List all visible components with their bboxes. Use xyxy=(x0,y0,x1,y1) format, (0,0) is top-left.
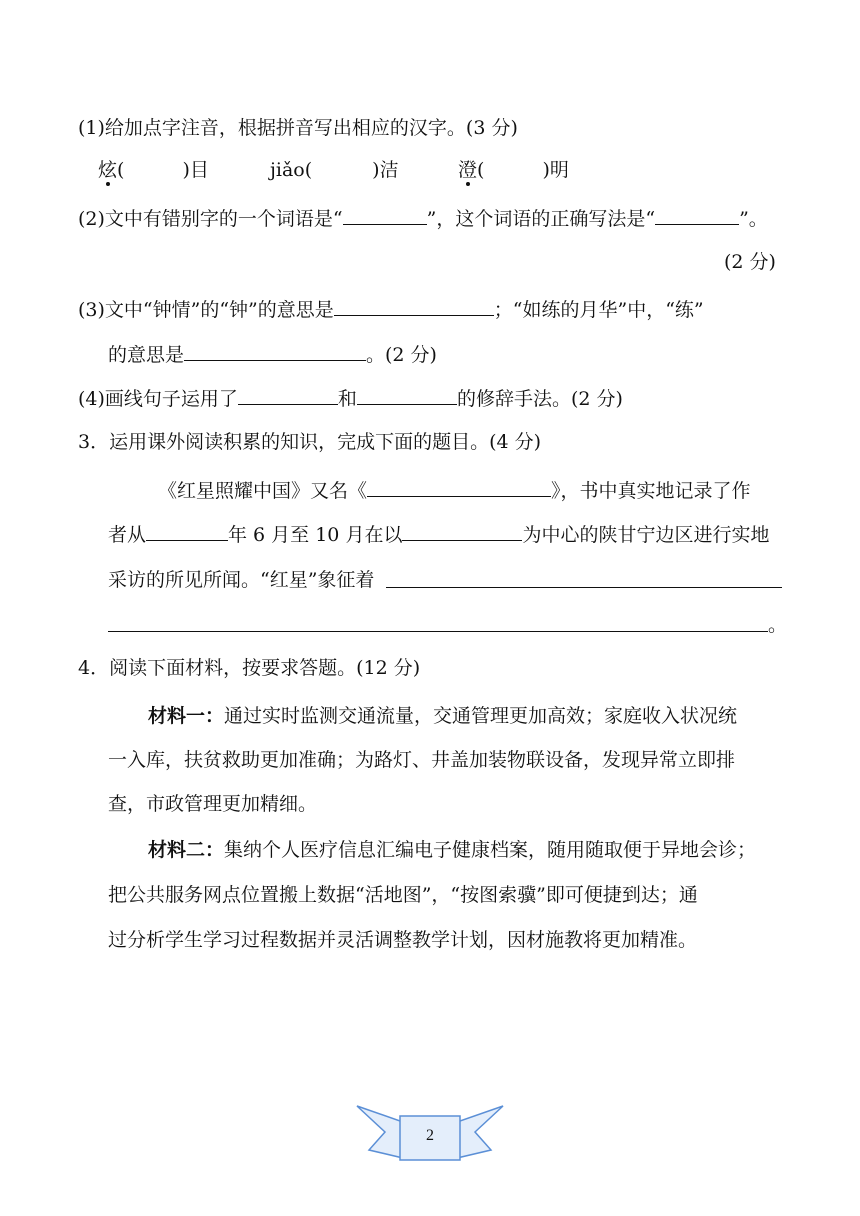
dotted-char: 炫 xyxy=(98,159,118,181)
q2-sub1-item3 xyxy=(458,158,569,182)
material1-text: 通过实时监测交通流量，交通管理更加高效；家庭收入状况统 xyxy=(224,705,738,727)
open-paren: ( xyxy=(117,159,125,181)
close-paren: ) xyxy=(182,159,190,181)
material2-label: 材料二： xyxy=(148,839,225,861)
q3-line3 xyxy=(108,568,374,592)
q3-line4-end: 。 xyxy=(768,614,788,636)
material2-line2: 把公共服务网点位置搬上数据“活地图”，“按图索骥”即可便捷到达；通 xyxy=(108,884,698,906)
q2-sub2-score: (2 分) xyxy=(724,251,776,273)
q3-text: 为中心的陕甘宁边区进行实地 xyxy=(522,524,770,546)
q3-text: 年 6 月至 10 月在以 xyxy=(228,524,403,546)
close-paren: ) xyxy=(542,159,550,181)
answer-blank[interactable] xyxy=(655,206,739,225)
material2-line3: 过分析学生学习过程数据并灵活调整教学计划，因材施教将更加精准。 xyxy=(108,929,698,951)
q2-sub2-text: (2)文中有错别字的一个词语是“ xyxy=(78,208,343,230)
answer-blank[interactable] xyxy=(238,386,338,405)
answer-blank[interactable] xyxy=(108,613,768,632)
q2-sub1-prompt: (1)给加点字注音，根据拼音写出相应的汉字。(3 分) xyxy=(78,117,518,139)
material2-text: 集纳个人医疗信息汇编电子健康档案，随用随取便于异地会诊； xyxy=(224,839,757,861)
material2-line1 xyxy=(148,838,756,862)
q2-sub3-cont xyxy=(108,342,437,367)
q3-text: 》，书中真实地记录了作 xyxy=(551,480,751,502)
q3-text: 采访的所见所闻。“红星”象征着 xyxy=(108,569,375,591)
q2-sub4-text: 和 xyxy=(337,388,357,410)
q2-sub4-text: 的修辞手法。(2 分) xyxy=(456,388,623,410)
q3-text: 《红星照耀中国》又名《 xyxy=(158,480,368,502)
material1-line1 xyxy=(148,704,737,728)
q4-heading: 4．阅读下面材料，按要求答题。(12 分) xyxy=(78,657,421,679)
answer-blank[interactable] xyxy=(146,522,228,541)
answer-blank[interactable] xyxy=(386,569,782,588)
q2-sub2 xyxy=(78,206,768,231)
answer-blank[interactable] xyxy=(334,297,494,316)
answer-blank[interactable] xyxy=(367,478,551,497)
material1-line3: 查，市政管理更加精细。 xyxy=(108,793,318,815)
open-paren: ( xyxy=(477,159,485,181)
q2-sub3-text: (3)文中“钟情”的“钟”的意思是 xyxy=(78,299,334,321)
answer-blank[interactable] xyxy=(343,206,427,225)
q2-sub2-text: ”。 xyxy=(739,208,768,230)
word-rest: 目 xyxy=(189,159,209,181)
q2-sub2-text: ”，这个词语的正确写法是“ xyxy=(426,208,656,230)
q3-heading: 3．运用课外阅读积累的知识，完成下面的题目。(4 分) xyxy=(78,431,542,453)
material1-line2: 一入库，扶贫救助更加准确；为路灯、井盖加装物联设备，发现异常立即排 xyxy=(108,749,736,771)
q3-line1 xyxy=(158,478,751,503)
answer-blank[interactable] xyxy=(357,386,457,405)
material1-label: 材料一： xyxy=(148,705,225,727)
q2-sub4-text: (4)画线句子运用了 xyxy=(78,388,238,410)
word-rest: 洁 xyxy=(379,159,399,181)
q2-sub3-text: 的意思是 xyxy=(108,344,185,366)
answer-blank[interactable] xyxy=(402,522,522,541)
q2-sub1-item1 xyxy=(98,158,209,182)
dotted-char: 澄 xyxy=(458,159,478,181)
pinyin: jiǎo xyxy=(270,159,305,181)
q3-text: 者从 xyxy=(108,524,147,546)
page-number: 2 xyxy=(426,1127,434,1144)
q2-sub3-text: ；“如练的月华”中，“练” xyxy=(493,299,704,321)
word-rest: 明 xyxy=(549,159,569,181)
answer-blank[interactable] xyxy=(184,342,366,361)
q2-sub3 xyxy=(78,297,704,322)
q3-line2 xyxy=(108,522,769,547)
open-paren: ( xyxy=(304,159,313,181)
q2-sub4 xyxy=(78,386,623,411)
q2-sub1-item2 xyxy=(270,158,399,182)
q2-sub3-text: 。(2 分) xyxy=(366,344,437,366)
close-paren: ) xyxy=(372,159,380,181)
